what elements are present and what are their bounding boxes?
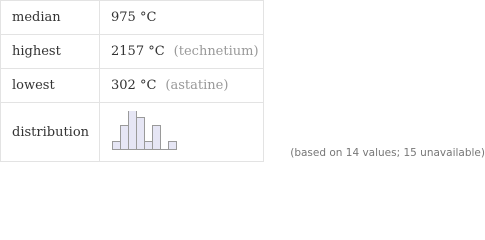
histogram-bar [153,126,161,150]
row-label-highest: highest [1,35,100,69]
distribution-histogram [111,111,183,153]
table-row-distribution [1,103,264,162]
histogram-bar [129,111,137,150]
lowest-value: 302 °C [111,78,157,93]
histogram-bar [113,142,121,150]
histogram-bar [121,126,129,150]
row-label-median: median [1,1,100,35]
highest-value: 2157 °C [111,44,165,59]
statistics-table [0,0,264,162]
histogram-bar [137,118,145,150]
row-value-median [100,1,264,35]
histogram-bar [169,142,177,150]
histogram-bar [145,142,153,150]
row-value-highest [100,35,264,69]
row-label-lowest: lowest [1,69,100,103]
lowest-element-note: (astatine) [165,78,229,93]
highest-element-note: (technetium) [173,44,259,59]
row-value-distribution [100,103,264,162]
table-row-lowest [1,69,264,103]
row-label-distribution: distribution [1,103,100,162]
values-count-footnote: (based on 14 values; 15 unavailable) [290,147,485,159]
table-row-highest [1,35,264,69]
row-value-lowest [100,69,264,103]
median-value: 975 °C [111,10,157,25]
table-row-median [1,1,264,35]
